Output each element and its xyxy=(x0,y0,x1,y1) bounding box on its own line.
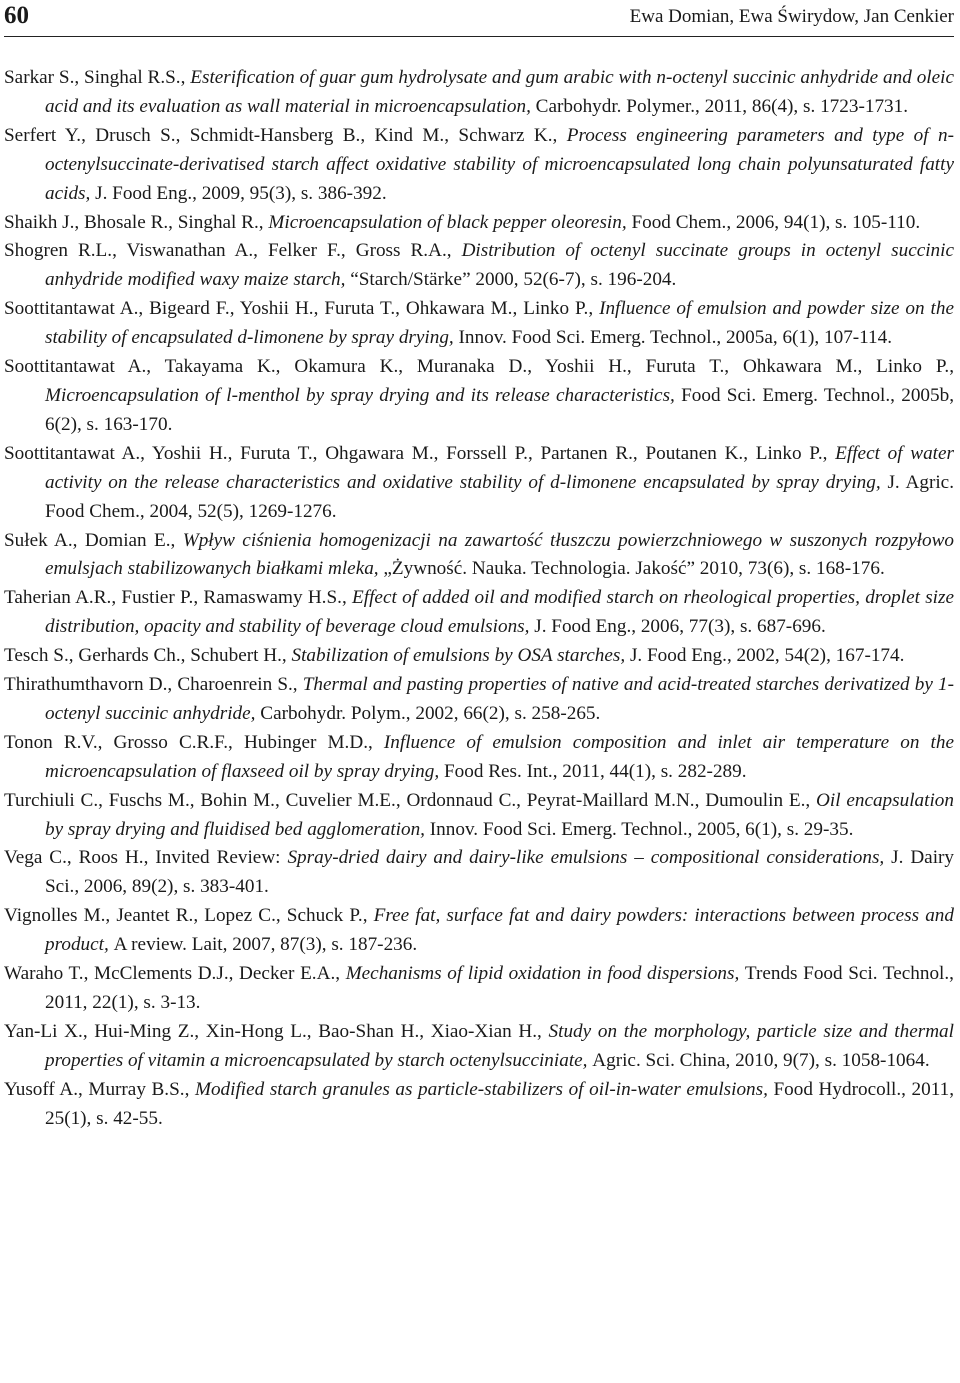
ref-source: A review. Lait, 2007, 87(3), s. 187-236. xyxy=(113,934,418,956)
ref-title: Esterification of guar gum hydrolysate and gum arabic with n-octenyl succinic anhydride and oleic acid and its evaluation as wall material in microencapsulation, xyxy=(45,67,954,117)
ref-authors: Vignolles M., Jeantet R., Lopez C., Schuck P., xyxy=(4,905,374,927)
ref-title: Microencapsulation of l-menthol by spray drying and its release characteristics, xyxy=(45,384,682,406)
ref-source: Food Chem., 2006, 94(1), s. 105-110. xyxy=(631,211,921,233)
ref-title: Distribution of octenyl succinate groups in octenyl succinic anhydride modified waxy maize starch, xyxy=(45,240,955,291)
page-header xyxy=(4,0,954,37)
reference-entry xyxy=(4,729,954,787)
ref-source: Food Res. Int., 2011, 44(1), s. 282-289. xyxy=(443,760,747,782)
ref-title: Study on the morphology, particle size and thermal properties of vitamin a microencapsulated by starch octenylsucciniate, xyxy=(45,1020,954,1071)
running-head-authors: Ewa Domian, Ewa Świrydow, Jan Cenkier xyxy=(629,6,954,27)
ref-title: Spray-dried dairy and dairy-like emulsions – compositional considerations, xyxy=(287,847,892,869)
ref-title: Mechanisms of lipid oxidation in food dispersions, xyxy=(345,963,745,985)
reference-entry xyxy=(4,960,954,1018)
reference-entry xyxy=(4,844,954,902)
ref-title: Microencapsulation of black pepper oleoresin, xyxy=(268,211,632,233)
reference-list xyxy=(4,64,954,1134)
reference-entry xyxy=(4,122,954,209)
reference-entry xyxy=(4,64,954,122)
ref-source: Food Hydrocoll., 2011, 25(1), s. 42-55. xyxy=(45,1078,954,1129)
ref-source: J. Agric. Food Chem., 2004, 52(5), 1269-1276. xyxy=(45,471,954,522)
ref-authors: Waraho T., McClements D.J., Decker E.A., xyxy=(4,963,346,985)
ref-authors: Sarkar S., Singhal R.S., xyxy=(4,67,191,88)
reference-entry xyxy=(4,671,954,729)
ref-source: Carbohydr. Polymer., 2011, 86(4), s. 1723-1731. xyxy=(535,95,909,117)
reference-entry xyxy=(4,527,954,585)
ref-source: Innov. Food Sci. Emerg. Technol., 2005, 6(1), s. 29-35. xyxy=(429,818,854,840)
ref-source: Agric. Sci. China, 2010, 9(7), s. 1058-1064. xyxy=(592,1049,930,1071)
reference-entry xyxy=(4,642,954,671)
ref-title: Oil encapsulation by spray drying and fluidised bed agglomeration, xyxy=(45,789,954,840)
ref-authors: Soottitantawat A., Bigeard F., Yoshii H., Furuta T., Ohkawara M., Linko P., xyxy=(4,298,600,320)
ref-source: J. Food Eng., 2006, 77(3), s. 687-696. xyxy=(534,616,826,638)
ref-authors: Turchiuli C., Fuschs M., Bohin M., Cuvelier M.E., Ordonnaud C., Peyrat-Maillard M.N., Dumoulin E., xyxy=(4,789,816,811)
reference-entry xyxy=(4,902,954,960)
ref-authors: Serfert Y., Drusch S., Schmidt-Hansberg B., Kind M., Schwarz K., xyxy=(4,124,567,146)
ref-source: Food Sci. Emerg. Technol., 2005b, 6(2), s. 163-170. xyxy=(45,384,954,435)
ref-authors: Thirathumthavorn D., Charoenrein S., xyxy=(4,674,303,696)
ref-title: Free fat, surface fat and dairy powders: interactions between process and product, xyxy=(45,905,954,956)
ref-title: Influence of emulsion composition and inlet air temperature on the microencapsulation of flaxseed oil by spray drying, xyxy=(45,731,954,782)
reference-entry xyxy=(4,1076,954,1134)
ref-source: Carbohydr. Polym., 2002, 66(2), s. 258-265. xyxy=(260,702,601,724)
ref-title: Process engineering parameters and type of n-octenylsuccinate-derivatised starch affect oxidative stability of microencapsulated long chain polyunsaturated fatty acids, xyxy=(45,124,954,204)
ref-authors: Tonon R.V., Grosso C.R.F., Hubinger M.D., xyxy=(4,731,384,753)
ref-title: Effect of water activity on the release characteristics and oxidative stability of d-limonene encapsulated by spray drying, xyxy=(45,442,954,493)
page-number: 60 xyxy=(4,2,29,29)
ref-source: J. Food Eng., 2002, 54(2), 167-174. xyxy=(629,645,905,667)
ref-authors: Shaikh J., Bhosale R., Singhal R., xyxy=(4,211,269,233)
ref-title: Thermal and pasting properties of native and acid-treated starches derivatized by 1-octenyl succinic anhydride, xyxy=(45,674,955,724)
ref-title: Wpływ ciśnienia homogenizacji na zawartość tłuszczu powierzchniowego w suszonych rozpyłowo emulsjach stabilizowanych białkami mleka, xyxy=(45,529,954,580)
ref-title: Influence of emulsion and powder size on the stability of encapsulated d-limonene by spray drying, xyxy=(45,298,955,349)
reference-entry xyxy=(4,237,954,295)
ref-authors: Sułek A., Domian E., xyxy=(4,529,183,551)
ref-source: Innov. Food Sci. Emerg. Technol., 2005a, 6(1), 107-114. xyxy=(458,327,893,349)
ref-authors: Yan-Li X., Hui-Ming Z., Xin-Hong L., Bao-Shan H., Xiao-Xian H., xyxy=(4,1020,549,1042)
reference-entry xyxy=(4,295,954,353)
reference-entry xyxy=(4,1018,954,1076)
ref-title: Modified starch granules as particle-stabilizers of oil-in-water emulsions, xyxy=(194,1078,774,1100)
ref-source: Trends Food Sci. Technol., 2011, 22(1), s. 3-13. xyxy=(45,963,954,1013)
ref-title: Stabilization of emulsions by OSA starches, xyxy=(291,645,630,667)
reference-entry xyxy=(4,440,954,527)
ref-authors: Shogren R.L., Viswanathan A., Felker F., Gross R.A., xyxy=(4,240,462,262)
ref-source: J. Food Eng., 2009, 95(3), s. 386-392. xyxy=(95,182,387,204)
ref-authors: Vega C., Roos H., Invited Review: xyxy=(4,847,288,869)
ref-source: J. Dairy Sci., 2006, 89(2), s. 383-401. xyxy=(45,847,955,898)
ref-authors: Soottitantawat A., Takayama K., Okamura K., Muranaka D., Yoshii H., Furuta T., Ohkawara M., Linko P., xyxy=(4,356,954,378)
ref-source: “Starch/Stärke” 2000, 52(6-7), s. 196-204. xyxy=(350,269,677,291)
ref-title: Effect of added oil and modified starch on rheological properties, droplet size distribution, opacity and stability of beverage cloud emulsions, xyxy=(45,587,955,638)
reference-entry xyxy=(4,209,954,238)
reference-entry xyxy=(4,787,954,845)
reference-entry xyxy=(4,584,954,642)
ref-authors: Taherian A.R., Fustier P., Ramaswamy H.S., xyxy=(4,587,353,609)
ref-authors: Tesch S., Gerhards Ch., Schubert H., xyxy=(4,645,292,667)
ref-authors: Soottitantawat A., Yoshii H., Furuta T., Ohgawara M., Forssell P., Partanen R., Poutanen K., Linko P., xyxy=(4,442,836,464)
ref-source: „Żywność. Nauka. Technologia. Jakość” 2010, 73(6), s. 168-176. xyxy=(383,558,885,580)
reference-entry xyxy=(4,353,954,440)
ref-authors: Yusoff A., Murray B.S., xyxy=(4,1078,195,1100)
